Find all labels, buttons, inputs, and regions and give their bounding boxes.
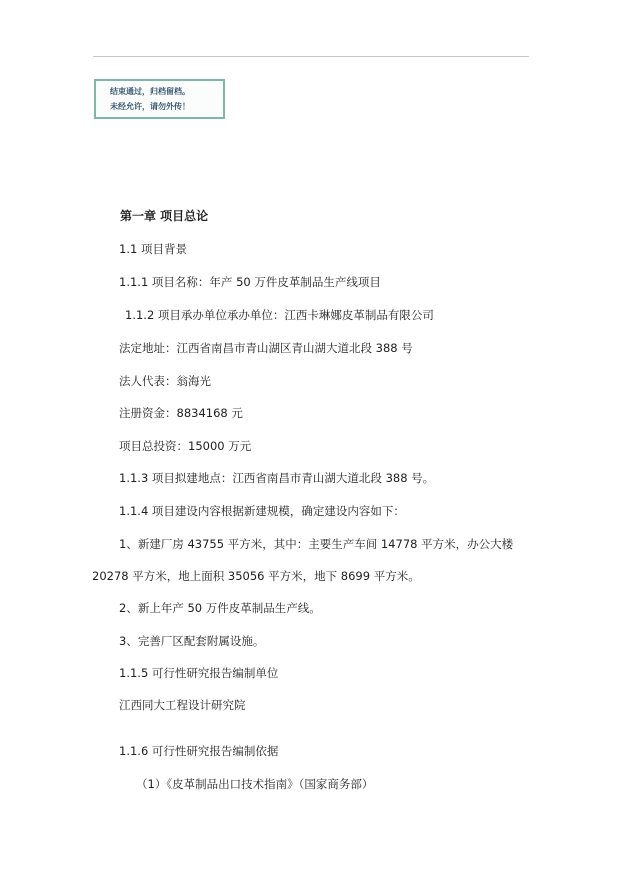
item-1-1-4-construction-content: 1.1.4 项目建设内容根据新建规模，确定建设内容如下： bbox=[119, 504, 405, 518]
legal-address: 法定地址：江西省南昌市青山湖区青山湖大道北段 388 号 bbox=[119, 341, 413, 355]
content-item-1-line-2: 20278 平方米，地上面积 35056 平方米，地下 8699 平方米。 bbox=[92, 569, 420, 583]
notice-line-1: 结束通过，归档留档。 bbox=[110, 87, 190, 96]
content-item-3: 3、完善厂区配套附属设施。 bbox=[119, 634, 265, 648]
registered-capital: 注册资金：8834168 元 bbox=[119, 406, 243, 420]
basis-item-1: （1）《皮革制品出口技术指南》（国家商务部） bbox=[136, 777, 374, 791]
notice-line-2: 未经允许，请勿外传！ bbox=[110, 102, 190, 111]
confidential-notice-stamp bbox=[94, 79, 225, 119]
item-1-1-2-undertaking-unit: 1.1.2 项目承办单位承办单位：江西卡琳娜皮革制品有限公司 bbox=[125, 308, 434, 322]
total-investment: 项目总投资：15000 万元 bbox=[119, 439, 252, 453]
preparer-name: 江西同大工程设计研究院 bbox=[119, 698, 246, 712]
chapter-title: 第一章 项目总论 bbox=[120, 209, 209, 223]
section-heading-1-1: 1.1 项目背景 bbox=[119, 242, 187, 256]
content-item-2: 2、新上年产 50 万件皮革制品生产线。 bbox=[119, 601, 321, 615]
item-1-1-6-basis-heading: 1.1.6 可行性研究报告编制依据 bbox=[119, 744, 279, 758]
content-item-1-line-1: 1、新建厂房 43755 平方米，其中：主要生产车间 14778 平方米，办公大楼 bbox=[119, 537, 514, 551]
item-1-1-3-location: 1.1.3 项目拟建地点：江西省南昌市青山湖大道北段 388 号。 bbox=[119, 471, 435, 485]
item-1-1-5-preparer-heading: 1.1.5 可行性研究报告编制单位 bbox=[119, 666, 279, 680]
item-1-1-1-project-name: 1.1.1 项目名称：年产 50 万件皮革制品生产线项目 bbox=[119, 275, 381, 289]
header-rule bbox=[93, 56, 529, 57]
legal-representative: 法人代表：翁海光 bbox=[119, 374, 211, 388]
